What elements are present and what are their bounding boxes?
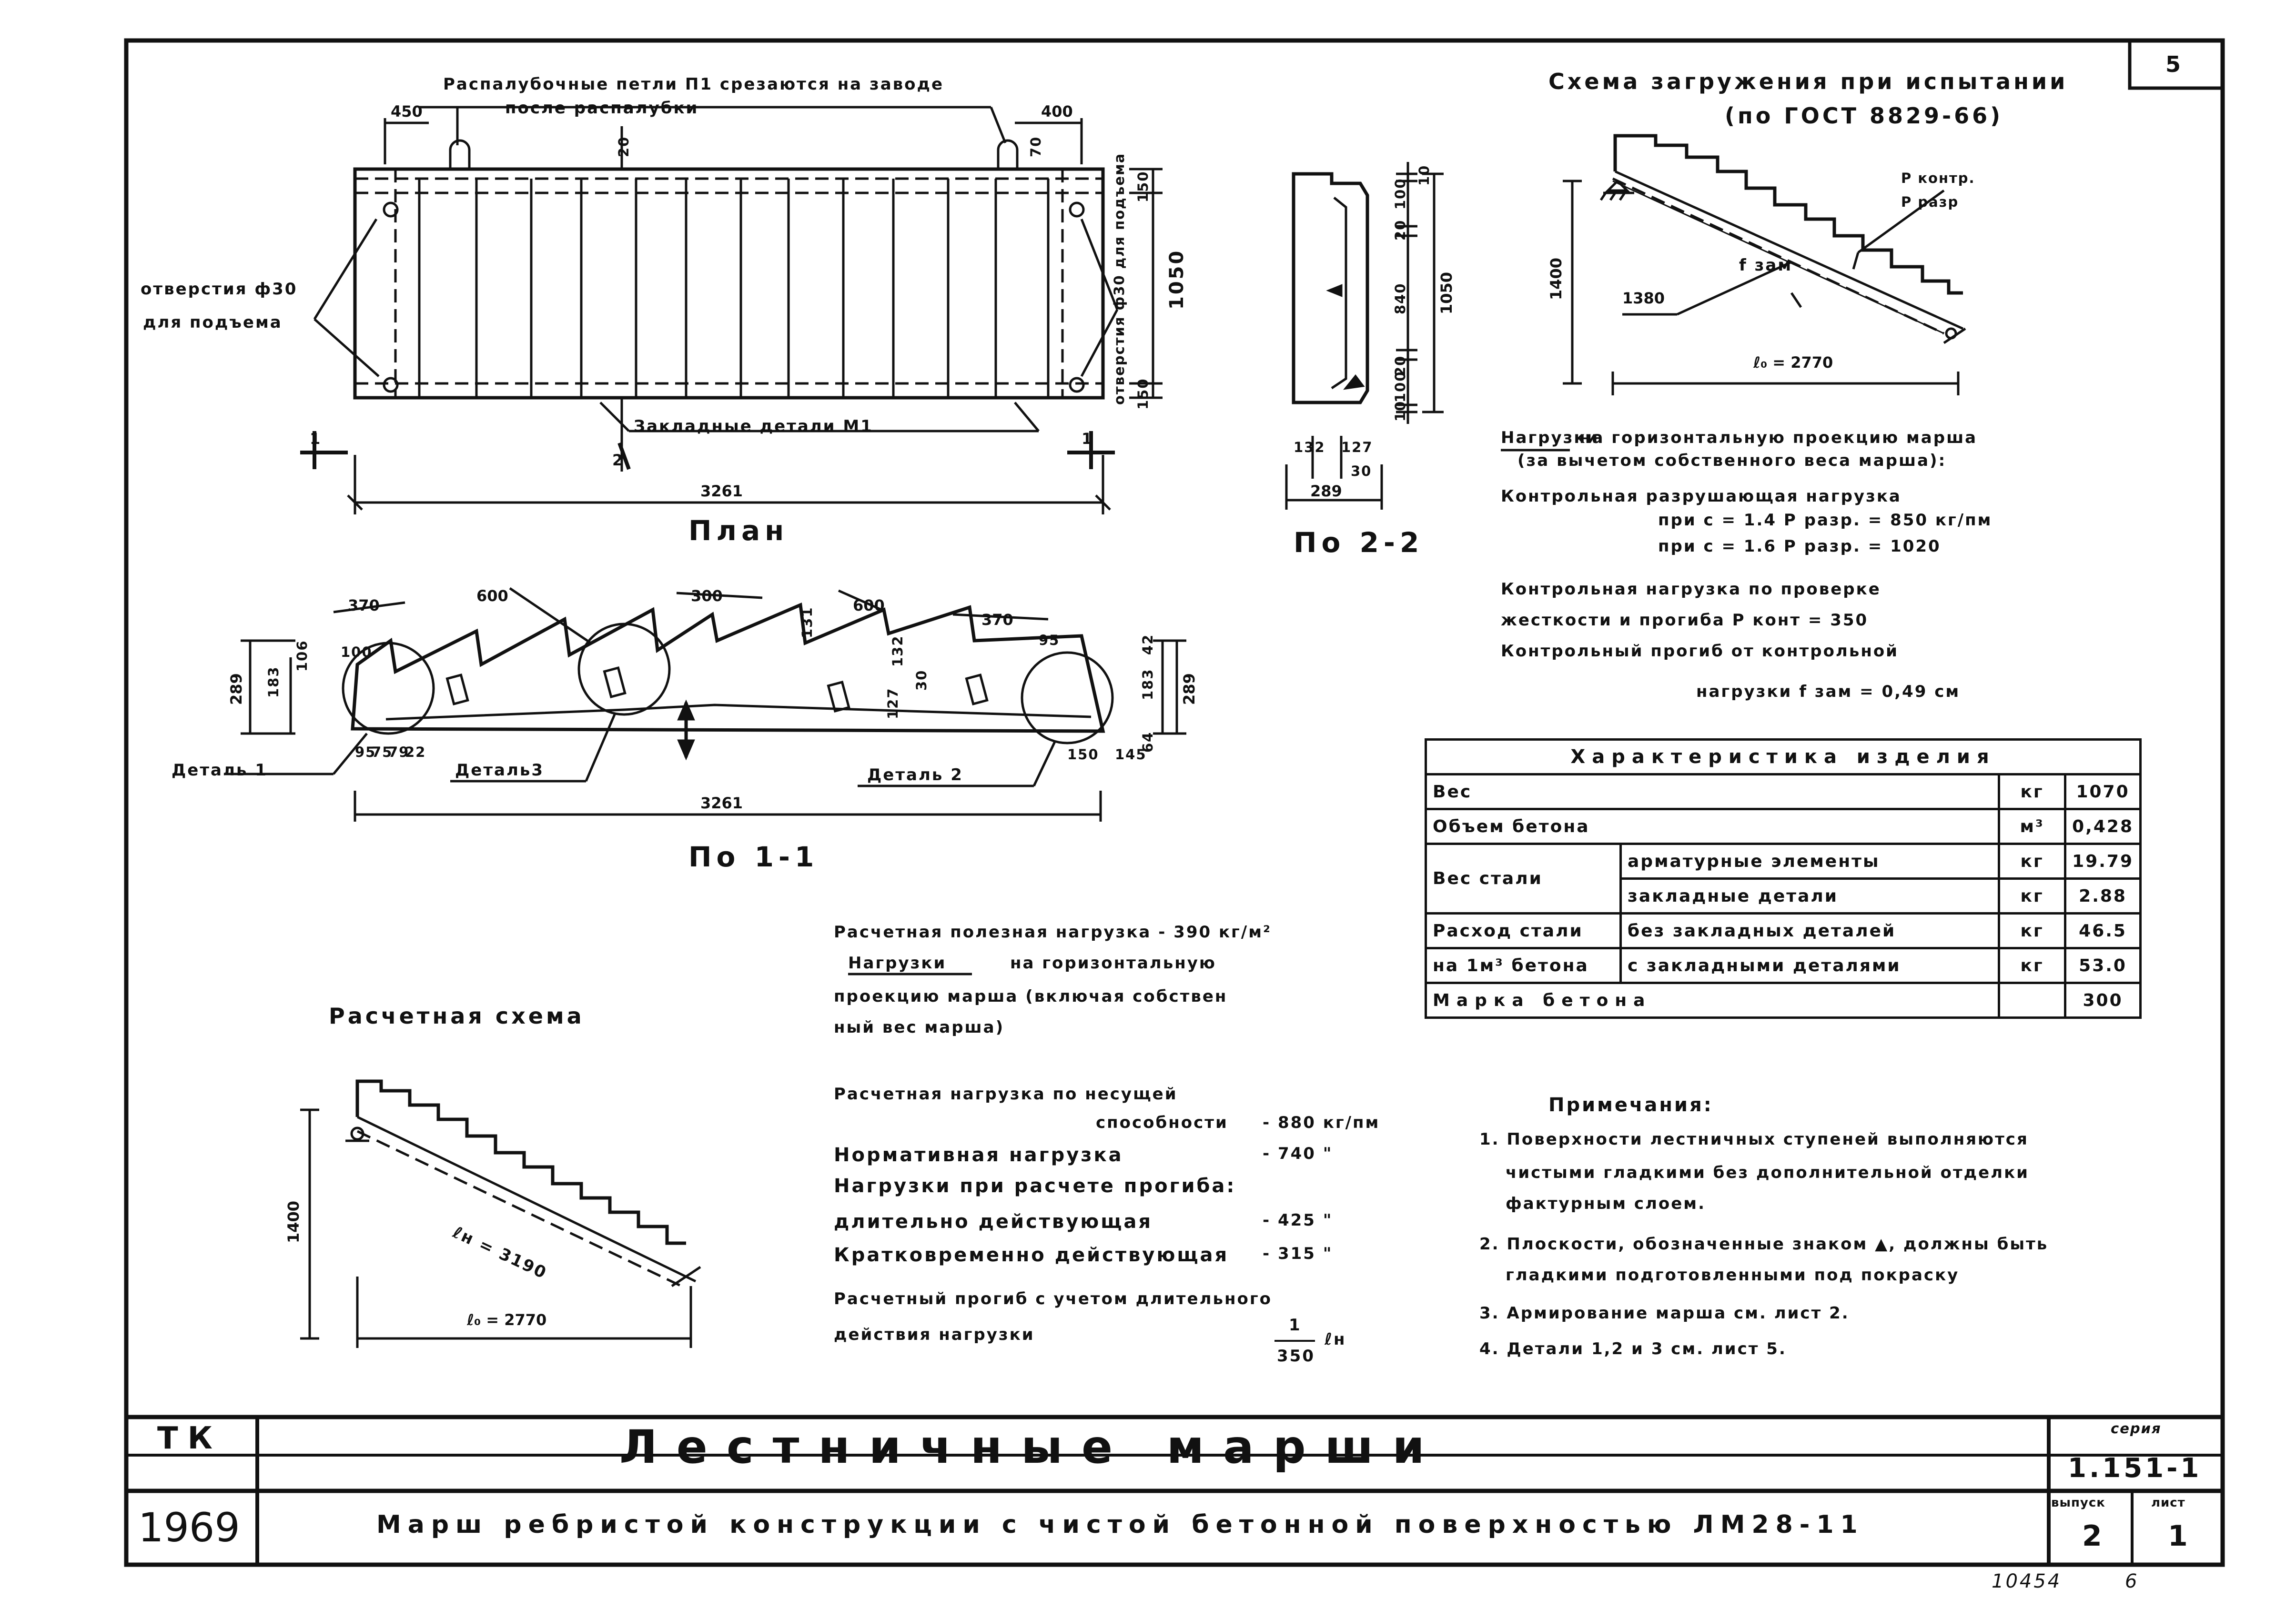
- plan-dim-left: 450: [391, 102, 423, 121]
- s11-dim-79: 79: [388, 744, 410, 760]
- steel-row-unit: кг: [1999, 879, 2065, 914]
- calc-scheme-drawing: [300, 1081, 700, 1348]
- s22-dim-7: 10: [1392, 400, 1408, 422]
- loads-calc-frac-num: 1: [1289, 1316, 1302, 1335]
- volume-unit: м³: [1999, 809, 2065, 844]
- plan-dim-width: 1050: [1166, 249, 1188, 310]
- plan-dim-right: 400: [1041, 102, 1073, 121]
- s11-dim-100: 100: [341, 644, 373, 660]
- design-load-line4: ный вес марша): [834, 1018, 1005, 1037]
- steel-row-value: 19.79: [2065, 844, 2141, 879]
- plan-dim-top-vert: 150: [1135, 171, 1151, 202]
- s22-dim-3: 20: [1392, 219, 1408, 241]
- title-block-subtitle: Марш ребристой конструкции с чистой бетонной поверхностью ЛМ28-11: [376, 1510, 1864, 1539]
- section-22-drawing: [1286, 162, 1444, 510]
- loads-test-line2: при c = 1.4 P разр. = 850 кг/пм: [1658, 511, 1993, 530]
- title-block-year: 1969: [138, 1504, 240, 1551]
- load-scheme-p-contr: P контр.: [1901, 170, 1975, 186]
- loads-test-line6: Контрольный прогиб от контрольной: [1501, 642, 1899, 661]
- s11-dim-150: 150: [1067, 746, 1099, 763]
- plan-cut-left: 1: [310, 430, 321, 448]
- plan-embedded-label: Закладные детали М1: [634, 417, 873, 436]
- s11-dim-127: 127: [885, 687, 901, 719]
- loads-calc-v3: - 740 ": [1263, 1144, 1333, 1163]
- archive-number: 10454: [1992, 1570, 2062, 1592]
- load-scheme-f-zam: f зам: [1739, 256, 1793, 275]
- calc-scheme-ln: ℓн = 3190: [450, 1223, 550, 1283]
- note-line: фактурным слоем.: [1506, 1194, 1706, 1213]
- s22-dim-b2: 127: [1341, 439, 1373, 455]
- title-block-title: Лестничные марши: [619, 1420, 1444, 1474]
- s11-dim-289-left: 289: [227, 673, 245, 705]
- plan-holes-label-line1: отверстия ф30: [141, 280, 298, 299]
- s11-dim-132: 132: [890, 635, 906, 667]
- sheet-number: 5: [2165, 51, 2184, 77]
- loads-test-line5: жесткости и прогиба P конт = 350: [1501, 611, 1869, 630]
- s22-dim-2: 100: [1392, 178, 1408, 210]
- note-line: гладкими подготовленными под покраску: [1506, 1266, 1960, 1285]
- s22-dim-b1: 132: [1294, 439, 1325, 455]
- title-block-series-label: серия: [2111, 1420, 2162, 1437]
- loads-calc-line4: Нагрузки при расчете прогиба:: [834, 1175, 1236, 1197]
- s22-dim-1: 10: [1416, 164, 1432, 186]
- design-load-line2-rest: на горизонтальную: [1010, 954, 1216, 973]
- volume-value: 0,428: [2065, 809, 2141, 844]
- calc-scheme-title: Расчетная схема: [329, 1003, 585, 1029]
- s11-detail2: Деталь 2: [867, 765, 963, 784]
- title-block-series: 1.151-1: [2068, 1453, 2202, 1484]
- consumption-label-2: на 1м³ бетона: [1426, 948, 1621, 983]
- plan-dim-top-small2: 70: [1028, 136, 1044, 157]
- loads-test-line3: при c = 1.6 P разр. = 1020: [1658, 537, 1941, 556]
- load-scheme-dim-1380: 1380: [1622, 289, 1665, 307]
- load-scheme-title-line1: Схема загружения при испытании: [1548, 69, 2068, 94]
- load-scheme-title-line2: (по ГОСТ 8829-66): [1725, 103, 2003, 129]
- plan-note-line1: Распалубочные петли П1 срезаются на заводе: [443, 75, 944, 94]
- notes-title: Примечания:: [1548, 1094, 1713, 1116]
- plan-cut-2: 2: [612, 451, 623, 469]
- consumption-row-unit: кг: [1999, 914, 2065, 948]
- consumption-row-label: с закладными деталями: [1621, 948, 1999, 983]
- note-line: 3. Армирование марша см. лист 2.: [1479, 1304, 1850, 1323]
- loads-calc-line6: Кратковременно действующая: [834, 1244, 1229, 1266]
- s11-dim-183-left: 183: [265, 666, 282, 698]
- s11-dim-22: 22: [405, 744, 426, 760]
- design-load-line2-u: Нагрузки: [848, 954, 947, 973]
- s11-dim-64: 64: [1140, 731, 1156, 753]
- archive-page: 6: [2125, 1570, 2139, 1592]
- plan-dim-bottom-vert: 150: [1135, 378, 1151, 410]
- s11-dim-30: 30: [913, 669, 930, 691]
- design-load-line1: Расчетная полезная нагрузка - 390 кг/м²: [834, 923, 1272, 942]
- plan-title: План: [688, 514, 789, 547]
- consumption-row-value: 46.5: [2065, 914, 2141, 948]
- consumption-row-unit: кг: [1999, 948, 2065, 983]
- s11-dim-106: 106: [294, 640, 310, 672]
- s11-detail1: Деталь 1: [172, 761, 268, 780]
- loads-calc-frac-suffix: ℓн: [1325, 1330, 1346, 1349]
- s11-dim-145: 145: [1115, 746, 1147, 763]
- calc-scheme-dim-1400: 1400: [284, 1200, 303, 1243]
- loads-calc-v5: - 425 ": [1263, 1211, 1333, 1230]
- note-line: 1. Поверхности лестничных ступеней выполняются: [1479, 1130, 2029, 1149]
- s11-dim-95b: 95: [355, 744, 376, 760]
- s11-dim-95: 95: [1039, 632, 1060, 648]
- loads-calc-line2: способности: [1096, 1113, 1228, 1132]
- loads-test-head-rest: на горизонтальную проекцию марша: [1579, 428, 1978, 447]
- s22-dim-total-width: 289: [1310, 482, 1342, 500]
- steel-label: Вес стали: [1426, 844, 1621, 914]
- s11-dim-length: 3261: [700, 794, 743, 812]
- grade-unit-empty: [1999, 983, 2065, 1018]
- loads-calc-line8: действия нагрузки: [834, 1325, 1035, 1344]
- plan-dim-top-small: 20: [616, 136, 632, 157]
- title-block-sheet: 1: [2168, 1519, 2188, 1553]
- plan-note-line2: после распалубки: [505, 99, 699, 118]
- plan-cut-right: 1: [1082, 430, 1092, 448]
- weight-value: 1070: [2065, 774, 2141, 809]
- loads-test-head-u: Нагрузки: [1501, 428, 1599, 447]
- title-block-issue-label: выпуск: [2051, 1496, 2105, 1510]
- load-scheme-l0: ℓ₀ = 2770: [1753, 353, 1833, 372]
- volume-label: Объем бетона: [1426, 809, 1999, 844]
- note-line: 2. Плоскости, обозначенные знаком ▲, должны быть: [1479, 1235, 2049, 1254]
- s11-title: По 1-1: [688, 841, 819, 873]
- calc-scheme-l0: ℓ₀ = 2770: [467, 1311, 547, 1329]
- title-block-sheet-label: лист: [2151, 1496, 2185, 1510]
- s11-detail3: Деталь3: [455, 761, 545, 780]
- loads-calc-v6: - 315 ": [1263, 1244, 1333, 1263]
- consumption-row-value: 53.0: [2065, 948, 2141, 983]
- plan-holes-label-right: отверстия ф30 для подъема: [1111, 152, 1127, 405]
- loads-test-head2: (за вычетом собственного веса марша):: [1517, 451, 1947, 470]
- s11-dim-42: 42: [1140, 634, 1156, 655]
- s11-dim-600-right: 600: [853, 596, 885, 614]
- loads-test-line7: нагрузки f зам = 0,49 см: [1696, 682, 1961, 701]
- steel-row-label: арматурные элементы: [1621, 844, 1999, 879]
- loads-calc-line7: Расчетный прогиб с учетом длительного: [834, 1289, 1272, 1308]
- characteristics-table: [1425, 738, 2142, 1019]
- note-line: 4. Детали 1,2 и 3 см. лист 5.: [1479, 1339, 1787, 1358]
- steel-row-unit: кг: [1999, 844, 2065, 879]
- section-11-drawing: [224, 588, 1186, 822]
- s11-dim-131: 131: [799, 606, 815, 638]
- s11-dim-300: 300: [691, 587, 723, 605]
- s22-dim-4: 840: [1392, 282, 1408, 314]
- s22-dim-total: 1050: [1437, 272, 1456, 314]
- grade-label: Марка бетона: [1426, 983, 1999, 1018]
- loads-calc-frac-den: 350: [1277, 1347, 1315, 1366]
- weight-label: Вес: [1426, 774, 1999, 809]
- plan-drawing: [300, 107, 1163, 514]
- consumption-label-1: Расход стали: [1426, 914, 1621, 948]
- loads-calc-line1: Расчетная нагрузка по несущей: [834, 1085, 1178, 1104]
- s22-dim-5: 20: [1392, 355, 1408, 376]
- s11-dim-370-right: 370: [981, 611, 1013, 629]
- s22-title: По 2-2: [1294, 526, 1424, 559]
- steel-row-value: 2.88: [2065, 879, 2141, 914]
- s22-dim-b3: 30: [1351, 463, 1372, 479]
- load-scheme-p-razr: P разр: [1901, 194, 1959, 210]
- s11-dim-289-right: 289: [1180, 673, 1198, 705]
- s11-dim-370-left: 370: [348, 596, 380, 614]
- note-line: чистыми гладкими без дополнительной отделки: [1506, 1163, 2029, 1182]
- title-block-org: ТК: [157, 1421, 222, 1456]
- plan-dim-length: 3261: [700, 482, 743, 500]
- loads-calc-line5: длительно действующая: [834, 1211, 1153, 1233]
- steel-row-label: закладные детали: [1621, 879, 1999, 914]
- loads-test-line1: Контрольная разрушающая нагрузка: [1501, 487, 1902, 506]
- design-load-line3: проекцию марша (включая собствен: [834, 987, 1228, 1006]
- grade-value: 300: [2065, 983, 2141, 1018]
- loads-calc-line3: Нормативная нагрузка: [834, 1144, 1123, 1166]
- loads-calc-v2: - 880 кг/пм: [1263, 1113, 1380, 1132]
- loads-test-line4: Контрольная нагрузка по проверке: [1501, 580, 1881, 599]
- load-scheme-dim-1400: 1400: [1547, 257, 1565, 300]
- weight-unit: кг: [1999, 774, 2065, 809]
- characteristics-title: Характеристика изделия: [1426, 740, 2141, 774]
- s22-dim-6: 100: [1392, 371, 1408, 402]
- title-block-issue: 2: [2082, 1519, 2102, 1553]
- s11-dim-600-left: 600: [476, 587, 508, 605]
- plan-holes-label-line2: для подъема: [143, 313, 283, 332]
- s11-dim-75: 75: [372, 744, 393, 760]
- consumption-row-label: без закладных деталей: [1621, 914, 1999, 948]
- s11-dim-183-right: 183: [1140, 668, 1156, 700]
